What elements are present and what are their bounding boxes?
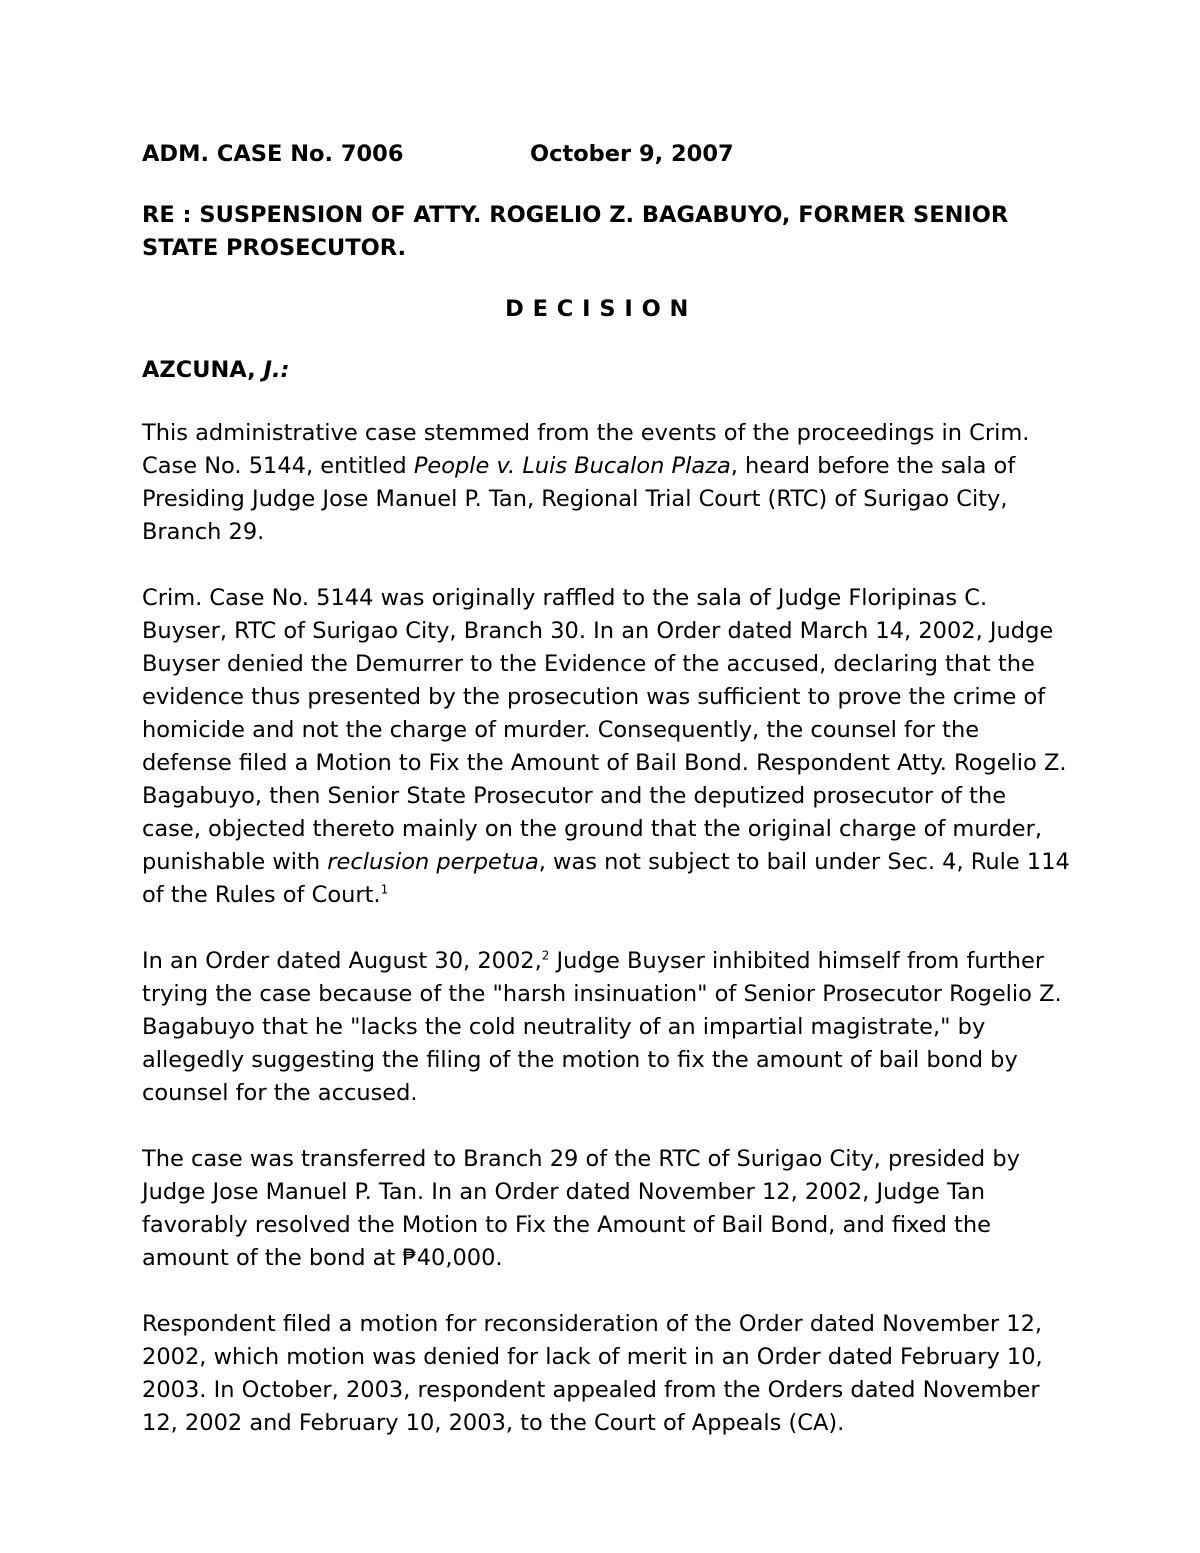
document-body	[142, 138, 1072, 1440]
paragraph-1-text-a: This administrative case stemmed from the events of the proceedings in Crim. Case No. 5144, entitled	[142, 420, 1030, 479]
paragraph-4: The case was transferred to Branch 29 of the RTC of Surigao City, presided by Judge Jose Manuel P. Tan. In an Order dated November 12, 2002, Judge Tan favorably resolved the Motion to Fix the Amount of Bail Bond, and fixed the amount of the bond at ₱40,000.	[142, 1146, 1020, 1271]
paragraph-5: Respondent filed a motion for reconsideration of the Order dated November 12, 2002, which motion was denied for lack of merit in an Order dated February 10, 2003. In October, 2003, respondent appealed from the Orders dated November 12, 2002 and February 10, 2003, to the Court of Appeals (CA).	[142, 1311, 1043, 1436]
case-header	[142, 138, 1072, 171]
ponente-suffix: J.:	[263, 357, 290, 383]
legal-term-italic: reclusion perpetua	[327, 849, 539, 875]
paragraph-2	[142, 582, 1072, 912]
footnote-ref-2[interactable]: 2	[541, 948, 550, 963]
case-subject: RE : SUSPENSION OF ATTY. ROGELIO Z. BAGABUYO, FORMER SENIOR STATE PROSECUTOR.	[142, 202, 1009, 261]
ponente	[142, 354, 1072, 387]
paragraph-2-text-a: Crim. Case No. 5144 was originally raffled to the sala of Judge Floripinas C. Buyser, RTC of Surigao City, Branch 30. In an Order dated March 14, 2002, Judge Buyser denied the Demurrer to the Evidence of the accused, declaring that the evidence thus presented by the prosecution was sufficient to prove the crime of homicide and not the charge of murder. Consequently, the counsel for the defense filed a Motion to Fix the Amount of Bail Bond. Respondent Atty. Rogelio Z. Bagabuyo, then Senior State Prosecutor and the deputized prosecutor of the case, objected thereto mainly on the ground that the original charge of murder, punishable with	[142, 585, 1067, 875]
paragraph-1	[142, 417, 1072, 549]
ponente-name: AZCUNA,	[142, 357, 256, 383]
paragraph-3-text-b: Judge Buyser inhibited himself from further trying the case because of the "harsh insinuation" of Senior Prosecutor Rogelio Z. Bagabuyo that he "lacks the cold neutrality of an impartial magistrate," by allegedly suggesting the filing of the motion to fix the amount of bail bond by counsel for the accused.	[142, 948, 1062, 1106]
case-date: October 9, 2007	[530, 141, 734, 167]
paragraph-3-text-a: In an Order dated August 30, 2002,	[142, 948, 542, 974]
case-number: ADM. CASE No. 7006	[142, 141, 404, 167]
paragraph-1-text-b: , heard before the sala of Presiding Judge Jose Manuel P. Tan, Regional Trial Court (RTC) of Surigao City, Branch 29.	[142, 453, 1016, 545]
case-title-italic: People v. Luis Bucalon Plaza	[413, 453, 731, 479]
decision-title: D E C I S I O N	[505, 296, 689, 322]
footnote-ref-1[interactable]: 1	[380, 882, 389, 897]
paragraph-3	[142, 945, 1072, 1110]
paragraph-2-text-b: , was not subject to bail under Sec. 4, Rule 114 of the Rules of Court.	[142, 849, 1070, 908]
